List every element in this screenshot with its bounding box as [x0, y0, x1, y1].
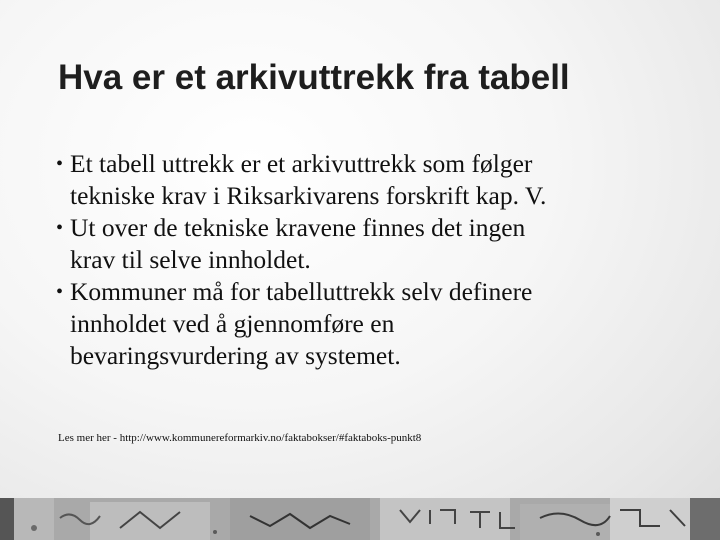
slide-title: Hva er et arkivuttrekk fra tabell: [58, 58, 570, 97]
bullet-item: [56, 148, 676, 212]
bullet-line: Kommuner må for tabelluttrekk selv definere: [70, 277, 533, 306]
bullet-line: Et tabell uttrekk er et arkivuttrekk som følger: [70, 149, 533, 178]
bullet-line: bevaringsvurdering av systemet.: [70, 341, 401, 370]
decorative-photo-strip: [0, 498, 720, 540]
bullet-line: tekniske krav i Riksarkivarens forskrift kap. V.: [70, 181, 547, 210]
bullet-marker: •: [56, 217, 64, 239]
bullet-line: Ut over de tekniske kravene finnes det ingen: [70, 213, 526, 242]
bullet-line: innholdet ved å gjennomføre en: [70, 309, 395, 338]
bullet-item: [56, 212, 676, 276]
footnote-link[interactable]: Les mer her - http://www.kommunereformarkiv.no/faktabokser/#faktaboks-punkt8: [58, 432, 422, 444]
bullet-item: [56, 276, 676, 372]
bullet-list: [56, 148, 676, 372]
photo-texture: [0, 498, 720, 540]
bullet-line: krav til selve innholdet.: [70, 245, 311, 274]
bullet-marker: •: [56, 281, 64, 303]
bullet-marker: •: [56, 153, 64, 175]
